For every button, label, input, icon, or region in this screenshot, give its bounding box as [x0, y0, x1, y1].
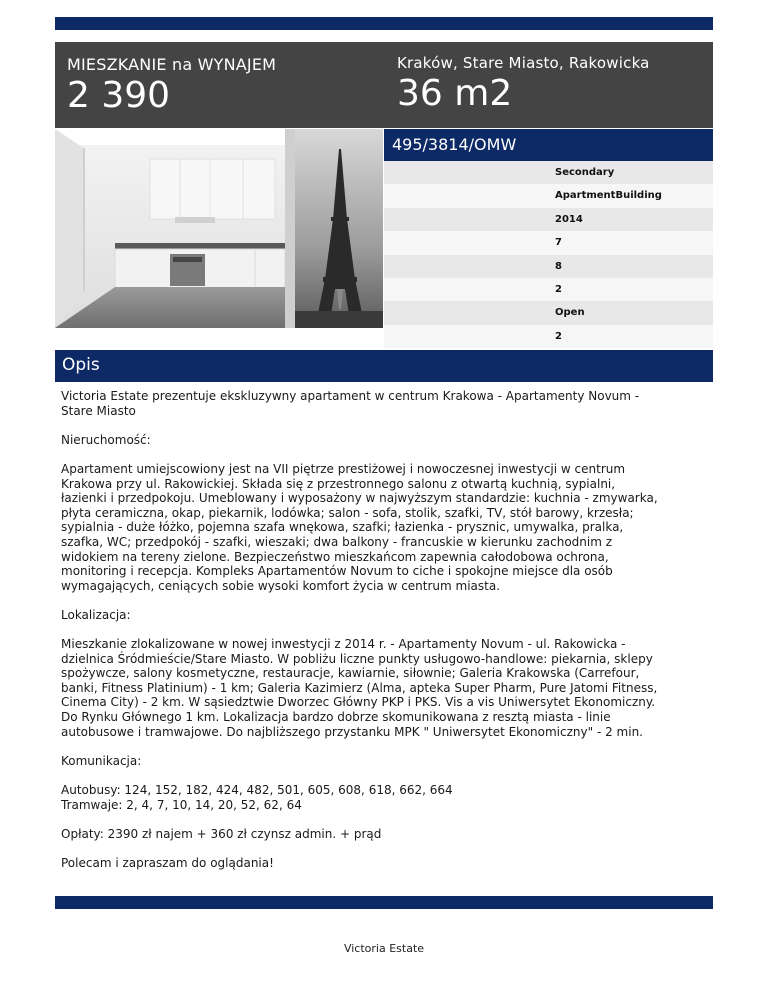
attribute-row [384, 231, 713, 254]
description-header [55, 350, 713, 382]
description-paragraph: Victoria Estate prezentuje ekskluzywny apartament w centrum Krakowa - Apartamenty Novum - Stare Miasto [61, 389, 640, 418]
attribute-row [384, 301, 713, 324]
description-body [61, 389, 711, 885]
attribute-row [384, 208, 713, 231]
attribute-value: 2 [555, 330, 562, 342]
description-paragraph: Autobusy: 124, 152, 182, 424, 482, 501, 605, 608, 618, 662, 664 Tramwaje: 2, 4, 7, 10, 14, 20, 52, 62, 64 [61, 783, 453, 812]
attribute-value: 2014 [555, 213, 583, 225]
description-title: Opis [62, 355, 100, 375]
listing-price: 2 390 [67, 75, 171, 116]
attribute-value: ApartmentBuilding [555, 190, 662, 202]
attribute-row [384, 278, 713, 301]
reference-bar [384, 129, 713, 161]
bottom-decor-bar [55, 896, 713, 909]
attribute-value: Open [555, 307, 585, 319]
description-paragraph: Apartament umiejscowiony jest na VII piętrze prestiżowej i nowoczesnej inwestycji w centrum Krakowa przy ul. Rakowickiej. Składa się z przestronnego salonu z otwartą kuchnią, sypialni, łazienki i przedpokoju. Umeblowany i wyposażony w najwyższym standardzie: kuchnia - zmywarka, płyta ceramiczna, okap, piekarnik, lodówka; salon - sofa, stolik, szafki, TV, stół barowy, krzesła; sypialnia - duże łóżko, pojemna szafa wnękowa, szafki; łazienka - prysznic, umywalka, pralka, szafka, WC; przedpokój - szafki, wieszaki; dwa balkony - francuskie w kierunku zachodnim z widokiem na tereny zielone. Bezpieczeństwo mieszkańcom zapewnia całodobowa ochrona, monitoring i recepcja. Kompleks Apartamentów Novum to ciche i spokojne miejsce dla osób wymagających, ceniących sobie wysoki komfort życia w centrum miasta. [61, 461, 658, 593]
description-paragraph: Mieszkanie zlokalizowane w nowej inwestycji z 2014 r. - Apartamenty Novum - ul. Rakowicka - dzielnica Śródmieście/Stare Miasto. W pobliżu liczne punkty usługowo-handlowe: piekarnia, sklepy spożywcze, salony kosmetyczne, restauracje, kawiarnie, siłownie; Galeria Krakowska (Carrefour, banki, Fitness Platinium) - 1 km; Galeria Kazimierz (Alma, apteka Super Pharm, Pure Jatomi Fitness, Cinema City) - 2 km. W sąsiedztwie Dworzec Główny PKP i PKS. Vis a vis Uniwersytet Ekonomiczny. Do Rynku Głównego 1 km. Lokalizacja bardzo dobrze skomunikowana z resztą miasta - linie autobusowe i tramwajowe. Do najbliższego przystanku MPK " Uniwersytet Ekonomiczny" - 2 min. [61, 637, 658, 739]
attribute-value: Secondary [555, 167, 615, 178]
attribute-row [384, 255, 713, 278]
top-decor-bar [55, 17, 713, 30]
attribute-row [384, 161, 713, 184]
footer-agency: Victoria Estate [343, 942, 425, 955]
attributes-table [384, 161, 713, 348]
listing-type-label: MIESZKANIE na WYNAJEM [67, 55, 277, 74]
description-paragraph: Nieruchomość: [61, 432, 151, 447]
description-paragraph: Komunikacja: [61, 753, 142, 768]
description-paragraph: Lokalizacja: [61, 607, 131, 622]
listing-location: Kraków, Stare Miasto, Rakowicka [397, 54, 650, 72]
attribute-row [384, 325, 713, 348]
description-paragraph: Polecam i zapraszam do oglądania! [61, 856, 274, 870]
attribute-value: 8 [555, 260, 562, 272]
kitchen-photo-illustration [55, 129, 383, 328]
attribute-value: 7 [555, 237, 562, 249]
listing-reference: 495/3814/OMW [392, 135, 517, 154]
description-paragraph: Opłaty: 2390 zł najem + 360 zł czynsz admin. + prąd [61, 826, 382, 841]
listing-header [55, 42, 713, 128]
property-photo [55, 129, 383, 328]
listing-area: 36 m2 [397, 73, 513, 114]
attribute-row [384, 184, 713, 207]
attribute-value: 2 [555, 283, 562, 295]
